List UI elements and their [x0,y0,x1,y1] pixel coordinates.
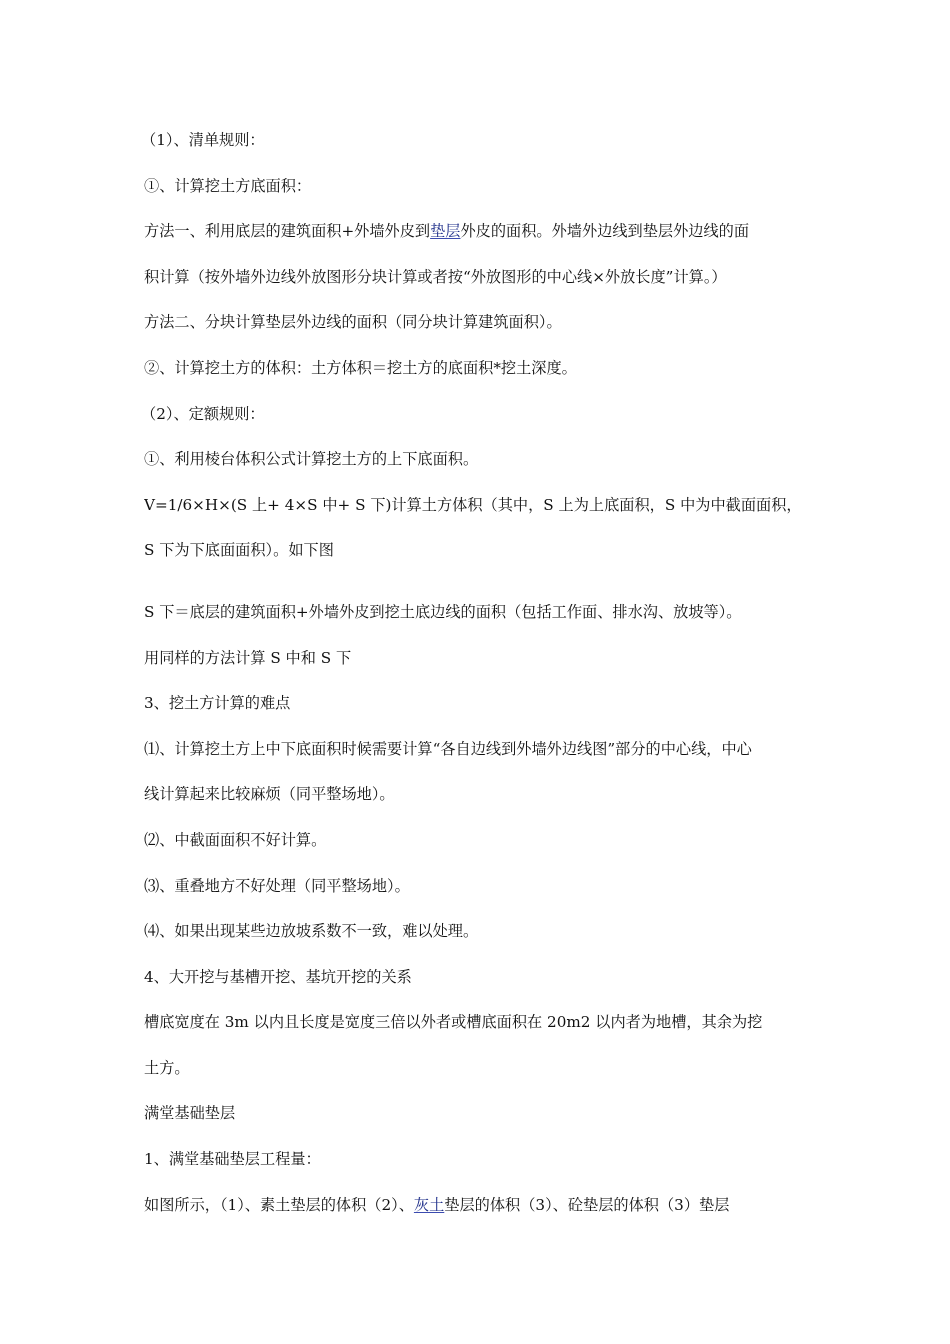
text-line-7: （2）、定额规则： [141,404,265,423]
section-heading: 满堂基础垫层 [144,1104,236,1123]
text-line-4: 积计算（按外墙外边线外放图形分块计算或者按“外放图形的中心线×外放长度”计算。） [144,267,727,286]
text-line-24 [144,1183,812,1229]
figure-gap [144,574,812,590]
text-line-10: S 下为下底面面积）。如下图 [144,541,334,560]
text-line-6: ②、计算挖土方的体积：土方体积＝挖土方的底面积*挖土深度。 [144,358,577,377]
text-line-3 [144,209,812,255]
text-line-13: 3、挖土方计算的难点 [144,694,291,713]
huitu-link[interactable]: 灰土 [413,1195,445,1214]
text-line-24-part-1: 如图所示，（1）、素土垫层的体积（2）、 [144,1195,414,1214]
text-line-18: ⑷、如果出现某些边放坡系数不一致，难以处理。 [144,922,479,941]
text-line-3-part-2: 外皮的面积。外墙外边线到垫层外边线的面 [460,222,750,241]
text-line-20: 槽底宽度在 3m 以内且长度是宽度三倍以外者或槽底面积在 20m2 以内者为地槽，其余为挖 [144,1013,763,1032]
text-line-9: V=1/6×H×(S 上+ 4×S 中+ S 下)计算土方体积（其中，S 上为上底面积，S 中为中截面面积， [144,495,802,514]
text-line-15: 线计算起来比较麻烦（同平整场地）。 [144,785,395,804]
document-body [141,118,812,1228]
text-line-24-part-2: 垫层的体积（3）、砼垫层的体积（3）垫层 [444,1195,730,1214]
text-line-23: 1、满堂基础垫层工程量： [144,1150,321,1169]
dianceng-link[interactable]: 垫层 [430,222,461,241]
text-line-2: ①、计算挖土方底面积： [144,176,312,195]
text-line-17: ⑶、重叠地方不好处理（同平整场地）。 [144,876,410,895]
text-line-11: S 下＝底层的建筑面积+外墙外皮到挖土底边线的面积（包括工作面、排水沟、放坡等）。 [144,602,742,621]
text-line-12: 用同样的方法计算 S 中和 S 下 [144,648,352,667]
text-line-21: 土方。 [144,1058,190,1077]
text-line-14: ⑴、计算挖土方上中下底面积时候需要计算“各自边线到外墙外边线图”部分的中心线，中心 [144,739,752,758]
text-line-8: ①、利用棱台体积公式计算挖土方的上下底面积。 [144,450,479,469]
text-line-3-part-1: 方法一、利用底层的建筑面积+外墙外皮到 [144,222,431,241]
text-line-1: （1）、清单规则： [141,131,265,149]
text-line-19: 4、大开挖与基槽开挖、基坑开挖的关系 [144,967,412,986]
text-line-16: ⑵、中截面面积不好计算。 [144,830,327,849]
text-line-5: 方法二、分块计算垫层外边线的面积（同分块计算建筑面积）。 [144,313,562,332]
